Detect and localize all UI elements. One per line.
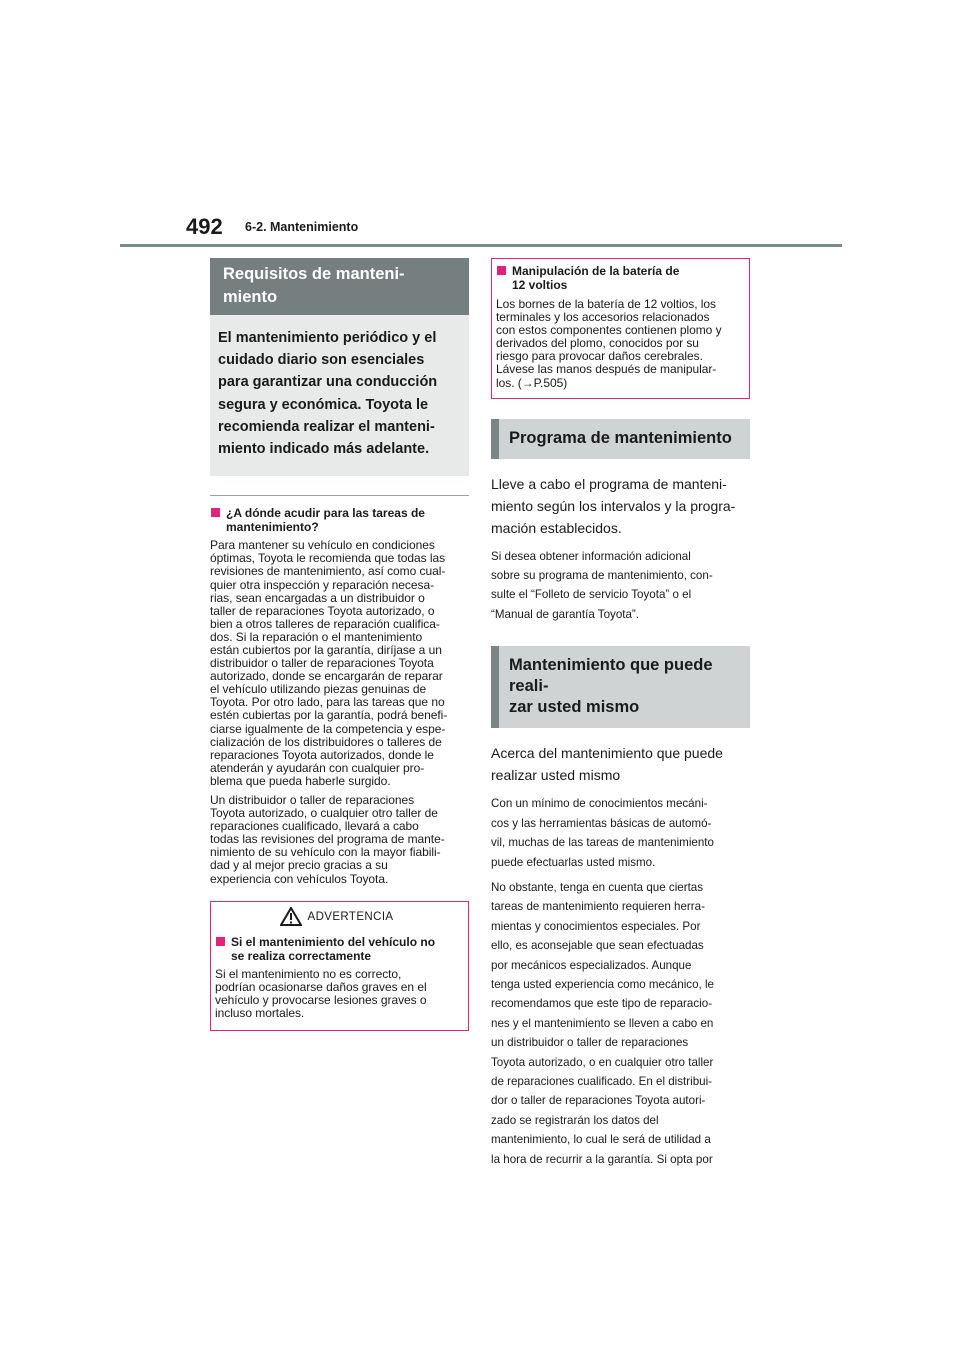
text-line: “Manual de garantía Toyota”.: [491, 607, 640, 621]
intro-line: recomienda realizar el manteni-: [218, 418, 435, 435]
divider: [210, 495, 469, 496]
section-heading-line: Mantenimiento que puede reali-: [509, 656, 713, 696]
bullet-square-icon: [497, 266, 506, 275]
text-line: reparaciones Toyota autorizados, donde le: [210, 747, 434, 762]
left-column: [210, 258, 469, 1031]
text-line: con estos componentes contienen plomo y: [496, 323, 722, 338]
warning-box: [210, 901, 469, 1031]
intro-line: para garantizar una conducción: [218, 374, 438, 391]
lead-line: Acerca del mantenimiento que puede: [491, 745, 723, 762]
chapter-title: 6-2. Mantenimiento: [245, 220, 359, 234]
text-line: mantenimiento, lo cual le será de utilidad a: [491, 1133, 711, 1147]
text-line: No obstante, tenga en cuenta que ciertas: [491, 880, 704, 894]
lead-line: Lleve a cabo el programa de manteni-: [491, 475, 727, 492]
bullet-square-icon: [216, 937, 225, 946]
intro-line: segura y económica. Toyota le: [218, 396, 429, 413]
warning-title-line: Si el mantenimiento del vehículo no: [231, 934, 436, 949]
text-line: Con un mínimo de conocimientos mecáni-: [491, 797, 708, 811]
page-number: 492: [186, 214, 223, 239]
right-column: [491, 258, 750, 1169]
text-line: terminales y los accesorios relacionados: [496, 310, 710, 325]
text-line: mientas y conocimientos especiales. Por: [491, 919, 701, 933]
text-line: quier otra inspección y reparación necesa-: [210, 577, 435, 592]
text-line: recomendamos que este tipo de reparacio-: [491, 997, 713, 1011]
section-banner-requisitos: [210, 258, 469, 315]
text-line: cos y las herramientas básicas de automó-: [491, 816, 712, 830]
text-line: Toyota autorizado, o en cualquier otro taller: [491, 1055, 714, 1069]
text-line: podrían ocasionarse daños graves en el: [215, 979, 427, 994]
note-text: [496, 298, 743, 390]
text-line: tenga usted experiencia como mecánico, le: [491, 977, 714, 991]
note-title-line: Manipulación de la batería de: [512, 264, 680, 278]
text-line: la hora de recurrir a la garantía. Si opta por: [491, 1152, 713, 1166]
warning-title: [215, 935, 458, 963]
lead-line: miento según los intervalos y la progra-: [491, 497, 736, 514]
text-line: Lávese las manos después de manipular-: [496, 362, 717, 377]
text-line: óptimas, Toyota le recomienda que todas las: [210, 551, 446, 566]
subheading-line: ¿A dónde acudir para las tareas de: [226, 506, 425, 521]
text-line: sulte el “Folleto de servicio Toyota” o el: [491, 588, 692, 602]
text-line: distribuidor o taller de reparaciones Toyota: [210, 656, 434, 671]
subheading-line: mantenimiento?: [226, 520, 319, 535]
section-heading-line: Programa de mantenimiento: [509, 428, 732, 447]
warning-title-line: se realiza correctamente: [231, 948, 372, 963]
text-line: un distribuidor o taller de reparaciones: [491, 1036, 689, 1050]
paragraph: [210, 794, 469, 886]
text-line: sobre su programa de mantenimiento, con-: [491, 569, 713, 583]
text-line: nimiento de su vehículo con la mayor fiabili-: [210, 845, 441, 860]
section-heading-mantenimiento-usted: [491, 646, 750, 728]
text-line: los. (→P.505): [496, 375, 568, 390]
text-line: cialización de los distribuidores o talleres de: [210, 734, 442, 749]
text-line: Para mantener su vehículo en condiciones: [210, 538, 435, 553]
header-rule: [120, 244, 842, 247]
warning-header: [215, 907, 458, 927]
text-line: riesgo para provocar daños cerebrales.: [496, 349, 703, 364]
text-line: Si el mantenimiento no es correcto,: [215, 966, 402, 981]
text-line: dad y al mejor precio gracias a su: [210, 858, 388, 873]
warning-text: [215, 968, 458, 1020]
text-line: rias, sean encargadas a un distribuidor o: [210, 590, 425, 605]
lead-line: realizar usted mismo: [491, 767, 621, 784]
banner-line: Requisitos de manteni-: [223, 265, 405, 283]
text-line: puede efectuarlas usted mismo.: [491, 855, 656, 869]
section-lead: [491, 742, 750, 786]
text-line: derivados del plomo, conocidos por su: [496, 336, 699, 351]
text-line: de reparaciones cualificado. En el distribui-: [491, 1074, 713, 1088]
text-line: vehículo y provocarse lesiones graves o: [215, 992, 427, 1007]
text-line: Los bornes de la batería de 12 voltios, los: [496, 297, 716, 311]
section-lead: [491, 473, 750, 539]
text-line: están cubiertos por la garantía, diríjase a un: [210, 642, 442, 657]
text-line: reparaciones cualificado, llevará a cabo: [210, 819, 419, 834]
paragraph: [491, 794, 750, 872]
text-line: taller de reparaciones Toyota autorizado, o: [210, 603, 435, 618]
text-line: ciarse igualmente de la competencia y espe-: [210, 721, 446, 736]
text-line: autorizado, donde se encargarán de reparar: [210, 669, 443, 684]
intro-line: miento indicado más adelante.: [218, 441, 430, 458]
intro-line: El mantenimiento periódico y el: [218, 330, 437, 346]
intro-box: [210, 315, 469, 476]
text-line: Toyota. Por otro lado, para las tareas que no: [210, 695, 445, 710]
text-line: ello, es aconsejable que sean efectuadas: [491, 939, 704, 953]
text-line: tareas de mantenimiento requieren herra-: [491, 900, 705, 914]
text-line: dor o taller de reparaciones Toyota autori-: [491, 1094, 706, 1108]
text-line: experiencia con vehículos Toyota.: [210, 871, 389, 886]
text-line: vil, muchas de las tareas de mantenimiento: [491, 836, 714, 850]
text-line: estén cubiertas por la garantía, podrá benefi-: [210, 708, 448, 723]
text-line: atenderán y ayudarán con cualquier pro-: [210, 760, 425, 775]
lead-line: mación establecidos.: [491, 519, 622, 536]
subheading-donde-acudir: [210, 506, 469, 534]
banner-line: miento: [223, 288, 278, 306]
text-line: nes y el mantenimiento se lleven a cabo en: [491, 1016, 714, 1030]
text-line: el vehículo utilizando piezas genuinas de: [210, 682, 427, 697]
section-heading-line: zar usted mismo: [509, 698, 640, 717]
warning-triangle-icon: [280, 907, 302, 926]
section-heading-programa: [491, 419, 750, 459]
intro-line: cuidado diario son esenciales: [218, 352, 425, 369]
text-line: blema que pueda haberle surgido.: [210, 773, 391, 788]
text-line: todas las revisiones del programa de mante-: [210, 832, 445, 847]
text-line: incluso mortales.: [215, 1005, 305, 1020]
text-line: revisiones de mantenimiento, así como cual-: [210, 564, 446, 579]
note-box-bateria: [491, 258, 750, 399]
text-line: dos. Si la reparación o el mantenimiento: [210, 629, 423, 644]
text-line: por mecánicos especializados. Aunque: [491, 958, 692, 972]
paragraph: [210, 539, 469, 788]
text-line: Un distribuidor o taller de reparaciones: [210, 793, 415, 807]
text-line: bien a otros talleres de reparación cualifica-: [210, 616, 440, 631]
note-title-line: 12 voltios: [512, 278, 568, 292]
paragraph: [491, 878, 750, 1169]
paragraph: [491, 547, 750, 625]
warning-label: ADVERTENCIA: [307, 910, 394, 923]
text-line: Si desea obtener información adicional: [491, 549, 691, 563]
text-line: Toyota autorizado, o cualquier otro taller de: [210, 806, 438, 821]
note-title: [496, 264, 743, 292]
bullet-square-icon: [211, 508, 220, 517]
text-line: zado se registrarán los datos del: [491, 1113, 659, 1127]
